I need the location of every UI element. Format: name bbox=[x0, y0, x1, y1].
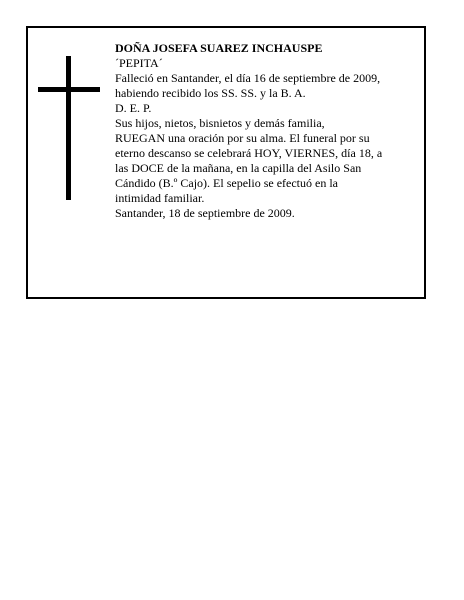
notice-line: las DOCE de la mañana, en la capilla del Asilo San bbox=[115, 161, 362, 175]
notice-text bbox=[115, 41, 420, 221]
deceased-name: DOÑA JOSEFA SUAREZ INCHAUSPE bbox=[115, 41, 323, 55]
notice-line: RUEGAN una oración por su alma. El funeral por su bbox=[115, 131, 370, 145]
notice-line: D. E. P. bbox=[115, 101, 152, 115]
notice-line: Santander, 18 de septiembre de 2009. bbox=[115, 206, 295, 220]
notice-line: habiendo recibido los SS. SS. y la B. A. bbox=[115, 86, 306, 100]
notice-line: Cándido (B.º Cajo). El sepelio se efectuó en la bbox=[115, 176, 338, 190]
obituary-notice bbox=[26, 26, 426, 299]
notice-line: eterno descanso se celebrará HOY, VIERNES, día 18, a bbox=[115, 146, 383, 160]
notice-line: intimidad familiar. bbox=[115, 191, 205, 205]
latin-cross-icon bbox=[38, 56, 100, 200]
notice-line: Falleció en Santander, el día 16 de septiembre de 2009, bbox=[115, 71, 381, 85]
cross-vertical-bar bbox=[66, 56, 71, 200]
deceased-nickname: ´PEPITA´ bbox=[115, 56, 163, 70]
cross-horizontal-bar bbox=[38, 87, 100, 92]
notice-line: Sus hijos, nietos, bisnietos y demás familia, bbox=[115, 116, 325, 130]
